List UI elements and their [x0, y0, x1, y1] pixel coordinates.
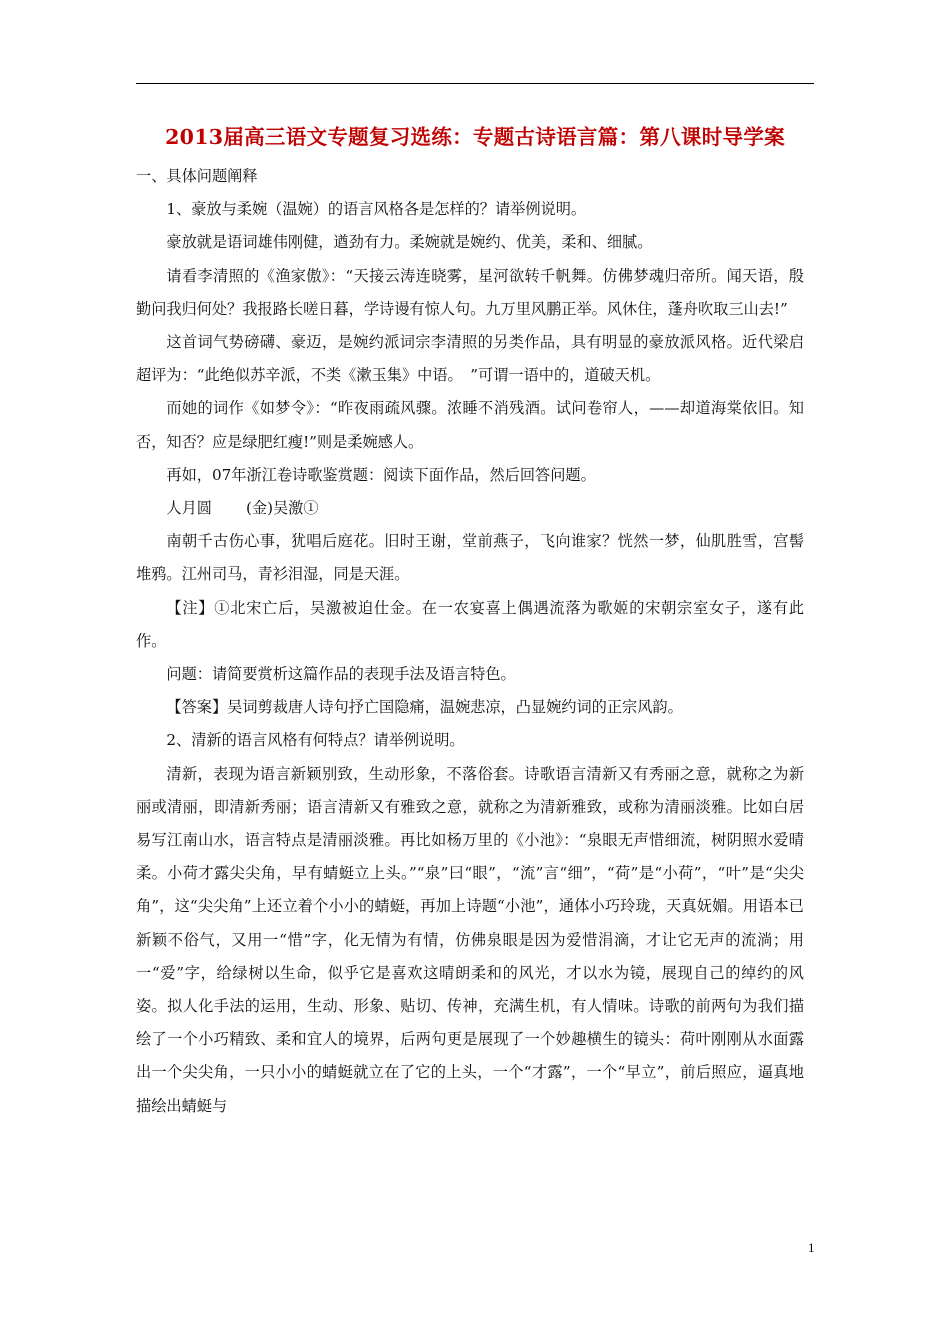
paragraph: 请看李清照的《渔家傲》：“天接云涛连晓雾，星河欲转千帆舞。仿佛梦魂归帝所。闻天语，殷勤问我归何处？我报路长嗟日暮，学诗谩有惊人句。九万里风鹏正举。风休住，蓬舟吹取三山去!” [136, 266, 804, 318]
paragraph: 再如，07年浙江卷诗歌鉴赏题：阅读下面作品，然后回答问题。 [166, 465, 596, 484]
paragraph: 而她的词作《如梦令》：“昨夜雨疏风骤。浓睡不消残酒。试问卷帘人，——却道海棠依旧。知否，知否？应是绿肥红瘦!”则是柔婉感人。 [136, 399, 804, 451]
page-number: 1 [808, 1240, 815, 1255]
question-prompt: 问题：请简要赏析这篇作品的表现手法及语言特色。 [166, 665, 516, 684]
section-heading: 一、具体问题阐释 [136, 167, 258, 185]
paragraph: 清新，表现为语言新颖别致，生动形象，不落俗套。诗歌语言清新又有秀丽之意，就称之为新丽或清丽，即清新秀丽；语言清新又有雅致之意，就称之为清新雅致，或称为清丽淡雅。比如白居易写江南山水，语言特点是清丽淡雅。再比如杨万里的《小池》：“泉眼无声惜细流，树阴照水爱晴柔。小荷才露尖尖角，早有蜻蜓立上头。”“泉”曰“眼”，“流”言“细”，“荷”是“小荷”，“叶”是“尖尖角”，这“尖尖角”上还立着个小小的蜻蜓，再加上诗题“小池”，通体小巧玲珑，天真妩媚。用语本已新颖不俗气，又用一“惜”字，化无情为有情，仿佛泉眼是因为爱惜涓滴，才让它无声的流淌；用一“爱”字，给绿树以生命，似乎它是喜欢这晴朗柔和的风光，才以水为镜，展现自己的绰约的风姿。拟人化手法的运用，生动、形象、贴切、传神，充满生机，有人情味。诗歌的前两句为我们描绘了一个小巧精致、柔和宜人的境界，后两句更是展现了一个妙趣横生的镜头：荷叶刚刚从水面露出一个尖尖角，一只小小的蜻蜓就立在了它的上头，一个“才露”，一个“早立”，前后照应，逼真地描绘出蜻蜓与 [136, 764, 804, 1115]
question-2-heading: 2、清新的语言风格有何特点？请举例说明。 [166, 731, 465, 750]
answer-label: 【答案】 [166, 698, 228, 717]
answer [136, 691, 804, 724]
poem-text: 南朝千古伤心事，犹唱后庭花。旧时王谢，堂前燕子，飞向谁家？恍然一梦，仙肌胜雪，宫髻堆鸦。江州司马，青衫泪湿，同是天涯。 [136, 532, 804, 584]
answer-text: 吴词剪裁唐人诗句抒亡国隐痛，温婉悲凉，凸显婉约词的正宗风韵。 [227, 698, 683, 717]
note-text: ①北宋亡后，吴激被迫仕金。在一农宴喜上偶遇流落为歌姬的宋朝宗室女子，遂有此作。 [136, 598, 805, 650]
question-1-heading: 1、豪放与柔婉（温婉）的语言风格各是怎样的？请举例说明。 [166, 200, 587, 219]
document-title: 2013届高三语文专题复习选练：专题古诗语言篇：第八课时导学案 [165, 125, 785, 149]
poem-heading [136, 492, 804, 525]
poem-author: (金)吴激① [245, 499, 319, 518]
header-rule [136, 83, 814, 84]
document-body [136, 160, 804, 1123]
paragraph: 豪放就是语词雄伟刚健，遒劲有力。柔婉就是婉约、优美，柔和、细腻。 [166, 233, 653, 252]
note-label: 【注】 [166, 598, 215, 617]
note [136, 592, 804, 658]
paragraph: 这首词气势磅礴、豪迈，是婉约派词宗李清照的另类作品，具有明显的豪放派风格。近代梁启超评为：“此绝似苏辛派，不类《漱玉集》中语。 ”可谓一语中的，道破天机。 [136, 333, 804, 385]
poem-title: 人月圆 [166, 499, 212, 518]
